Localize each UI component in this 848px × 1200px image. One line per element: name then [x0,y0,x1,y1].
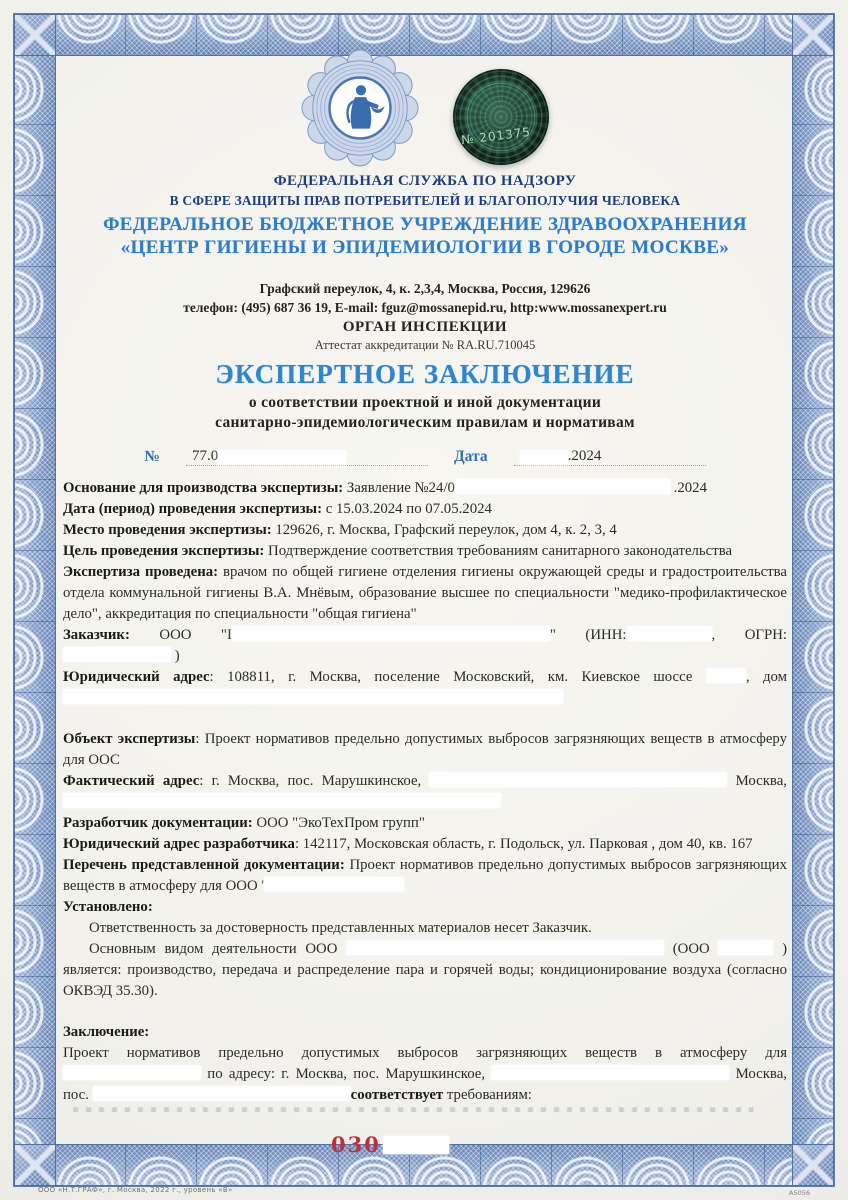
body-paragraph [63,541,787,562]
organization-address: Графский переулок, 4, к. 2,3,4, Москва, Россия, 129626 [259,281,591,296]
document-number-row [63,442,787,466]
redaction-box [491,1065,729,1080]
body-paragraph [63,813,787,834]
body-paragraphs [63,478,787,1106]
body-paragraph [63,1043,787,1106]
frame-corner-top-right [792,14,834,56]
field-label: Юридический адрес [63,669,210,685]
field-label: Место проведения экспертизы: [63,522,272,538]
redaction-box [63,793,501,808]
redaction-box [627,626,712,641]
organization-name-line1: ФЕДЕРАЛЬНОЕ БЮДЖЕТНОЕ УЧРЕЖДЕНИЕ ЗДРАВООХРАНЕНИЯ [103,214,747,235]
body-paragraph [63,520,787,541]
emblem-row [63,49,787,169]
text-run: по адресу: г. Москва, пос. Марушкинское, [201,1066,492,1082]
text-run: : 108811, г. Москва, поселение Московский, км. Киевское шоссе [209,669,706,685]
organization-contacts: телефон: (495) 687 36 19, E-mail: fguz@mossanepid.ru, http:www.mossanexpert.ru [183,300,667,315]
hologram-seal [453,69,549,165]
redaction-box [63,1065,201,1080]
text-run: : Проект нормативов предельно допустимых выбросов загрязняющих веществ в атмосферу для ООС [63,731,787,768]
text-run: " (ИНН: [549,627,627,643]
body-paragraph [63,855,787,897]
text-run: Подтверждение соответствия требованиям санитарного законодательства [264,543,733,559]
body-paragraph [63,667,787,709]
text-run: (ООО [664,941,719,957]
agency-name-line1: ФЕДЕРАЛЬНАЯ СЛУЖБА ПО НАДЗОРУ [273,173,577,189]
field-label: Разработчик документации: [63,815,253,831]
text-run: Основным видом деятельности ООО [89,941,347,957]
body-paragraph [63,729,787,771]
redaction-box [429,772,727,787]
inspection-body-label: ОРГАН ИНСПЕКЦИИ [342,319,508,335]
body-paragraph [63,918,787,939]
body-paragraph [63,625,787,667]
redaction-box [218,450,346,465]
text-run: Проект нормативов предельно допустимых выбросов загрязняющих веществ в атмосферу для [63,1045,787,1061]
frame-corner-top-left [14,14,56,56]
document-date-value: .2024 [567,448,602,464]
text-run: ООО "ЭкоТехПром групп" [252,815,425,831]
print-house-note: ООО «Н.Т.ГРАФ», г. Москва, 2022 г., уровень «В» [38,1186,233,1194]
body-paragraph [63,771,787,813]
redaction-box [718,940,773,955]
field-label: Установлено: [63,899,153,915]
text-run: , ОГРН: [711,627,787,643]
redaction-box [63,647,171,662]
body-paragraph [63,897,787,918]
faint-cutoff-text [73,1107,754,1116]
text-run: 129626, г. Москва, Графский переулок, дом 4, к. 2, 3, 4 [271,522,617,538]
field-label: Объект экспертизы [63,731,196,747]
text-run: .2024 [669,480,707,496]
field-label: Экспертиза проведена: [63,564,219,580]
text-run: Москва, [727,773,787,789]
text-run: врачом по общей гигиене отделения гигиены окружающей среды и градостроительства отдела коммунальной гигиены В.А. Мнёвым, образование высшее по специальности "медико-профилактическое дело", аккредитация по специальности "общая гигиена" [63,564,787,622]
frame-corner-bottom-left [14,1144,56,1186]
frame-corner-bottom-right [792,1144,834,1186]
redaction-box [455,479,670,494]
agency-name-line2: В СФЕРЕ ЗАЩИТЫ ПРАВ ПОТРЕБИТЕЛЕЙ И БЛАГОПОЛУЧИЯ ЧЕЛОВЕКА [169,193,681,208]
body-paragraph [63,834,787,855]
frame-right-band [792,54,834,1146]
field-label: соответствует [350,1087,444,1103]
field-label: Дата (период) проведения экспертизы: [63,501,323,517]
field-label: Цель проведения экспертизы: [63,543,265,559]
text-run: ) является: производство, передача и распределение пара и горячей воды; кондиционирование воздуха (согласно ОКВЭД 35.30). [63,941,787,999]
form-serial-number: 030 [331,1132,381,1157]
hygieia-emblem-icon [301,49,419,167]
text-run: ) [171,648,180,664]
text-run: Заявление №24/0 [343,480,455,496]
form-serial-row [331,1132,787,1157]
number-label: № [144,448,160,465]
document-subtitle-line1: о соответствии проектной и иной документации [248,394,602,411]
body-paragraph [63,478,787,499]
document-title: ЭКСПЕРТНОЕ ЗАКЛЮЧЕНИЕ [215,359,635,389]
redaction-box [63,689,563,704]
document-subtitle-line2: санитарно-эпидемиологическим правилам и нормативам [215,414,635,431]
date-label: Дата [454,448,488,465]
field-label: Фактический адрес [63,773,200,789]
form-code: А5056 [789,1189,810,1197]
field-label: Юридический адрес разработчика [63,836,295,852]
body-paragraph [63,1022,787,1043]
body-paragraph [63,939,787,1002]
text-run: ООО "I [129,627,232,643]
text-run: : г. Москва, пос. Марушкинское, [199,773,430,789]
redaction-box [232,626,550,641]
document-number-value: 77.0 [192,448,219,464]
text-run: , дом [745,669,787,685]
redaction-box [93,1086,351,1101]
hologram-number: № 201375 [460,124,532,148]
body-paragraph [63,499,787,520]
text-run: Москва, пос. [63,1066,787,1103]
field-label: Перечень представленной документации: [63,857,345,873]
text-run: с 15.03.2024 по 07.05.2024 [322,501,492,517]
field-label: Заказчик: [63,627,130,643]
document-number-field [186,444,428,466]
frame-left-band [14,54,56,1146]
accreditation-number: Аттестат аккредитации № RA.RU.710045 [314,338,536,352]
document-content [55,55,793,1157]
redaction-box [383,1136,449,1154]
field-label: Основание для производства экспертизы: [63,480,344,496]
redaction-box [520,450,568,465]
text-run: : 142117, Московская область, г. Подольск, ул. Парковая , дом 40, кв. 167 [294,836,753,852]
redaction-box [264,877,404,892]
redaction-box [346,940,664,955]
organization-name-line2: «ЦЕНТР ГИГИЕНЫ И ЭПИДЕМИОЛОГИИ В ГОРОДЕ МОСКВЕ» [120,237,730,258]
text-run: требованиям: [443,1087,532,1103]
field-label: Заключение: [63,1024,150,1040]
body-paragraph [63,562,787,625]
text-run: Ответственность за достоверность представленных материалов несет Заказчик. [89,920,592,936]
text-run: Проект нормативов предельно допустимых выбросов загрязняющих веществ в атмосферу для ООО ' [63,857,787,894]
document-date-field [514,444,706,466]
redaction-box [706,668,746,683]
